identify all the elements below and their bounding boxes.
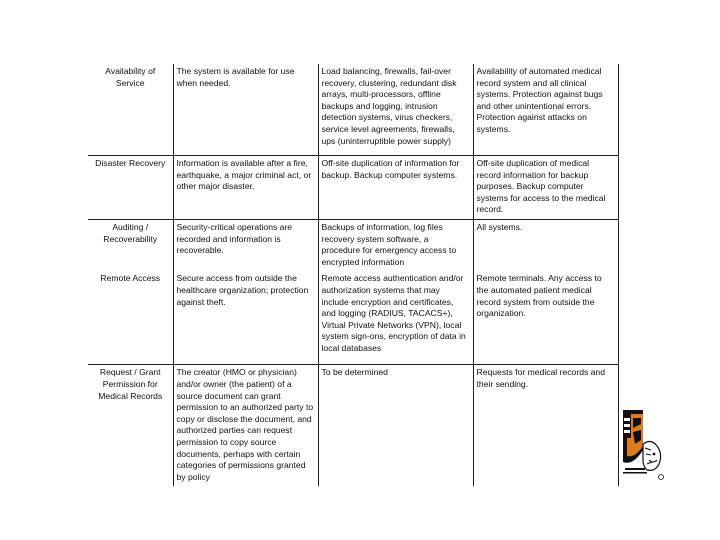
application-cell: Off-site duplication of medical record information for backup purposes. Backup computer systems for access to the medical record. bbox=[473, 156, 618, 220]
mechanisms-cell: Off-site duplication of information for backup. Backup computer systems. bbox=[318, 156, 473, 220]
mechanisms-cell: Remote access authentication and/or authorization systems that may include encryption and certificates, and logging (RADIUS, TACACS+), Virtual Private Networks (VPN), local system sign-ons, encryption of data in local databases bbox=[318, 271, 473, 365]
description-cell: The system is available for use when needed. bbox=[173, 64, 318, 156]
mechanisms-cell: To be determined bbox=[318, 365, 473, 486]
category-cell: Request / Grant Permission for Medical Records bbox=[98, 367, 163, 401]
application-cell: Requests for medical records and their sending. bbox=[473, 365, 618, 486]
category-cell: Remote Access bbox=[88, 271, 173, 365]
tiger-shield-logo-icon bbox=[621, 404, 665, 486]
description-cell: The creator (HMO or physician) and/or owner (the patient) of a source document can grant permission to an authorized party to copy or disclose the document, and authorized parties can request permission to copy source documents, perhaps with certain categories of permissions granted by policy bbox=[173, 365, 318, 486]
description-cell: Security-critical operations are recorded and information is recoverable. bbox=[173, 219, 318, 271]
category-cell: Availability of Service bbox=[105, 66, 156, 88]
category-cell: Auditing / Recoverability bbox=[103, 221, 158, 244]
category-cell: Disaster Recovery bbox=[88, 156, 173, 220]
application-cell: All systems. bbox=[473, 219, 618, 271]
application-cell: Remote terminals. Any access to the automated patient medical record system from outside the organization. bbox=[473, 271, 618, 365]
mechanisms-cell: Load balancing, firewalls, fail-over recovery, clustering, redundant disk arrays, multi-processors, offline backups and logging, intrusion detection systems, virus checkers, service level agreements, firewalls, ups (uninterruptible power supply) bbox=[318, 64, 473, 156]
mechanisms-cell: Backups of information, log files recovery system software, a procedure for emergency access to encrypted information bbox=[318, 219, 473, 271]
table-row bbox=[88, 365, 618, 486]
table-row bbox=[88, 219, 618, 271]
description-cell: Information is available after a fire, earthquake, a major criminal act, or other major disaster. bbox=[173, 156, 318, 220]
table-row bbox=[88, 64, 618, 156]
application-cell: Availability of automated medical record system and all clinical systems. Protection against bugs and other unintentional errors. Protection against attacks on systems. bbox=[473, 64, 618, 156]
table-row bbox=[88, 271, 618, 365]
table-row bbox=[88, 156, 618, 220]
description-cell: Secure access from outside the healthcare organization; protection against theft. bbox=[173, 271, 318, 365]
security-requirements-table bbox=[88, 64, 619, 486]
